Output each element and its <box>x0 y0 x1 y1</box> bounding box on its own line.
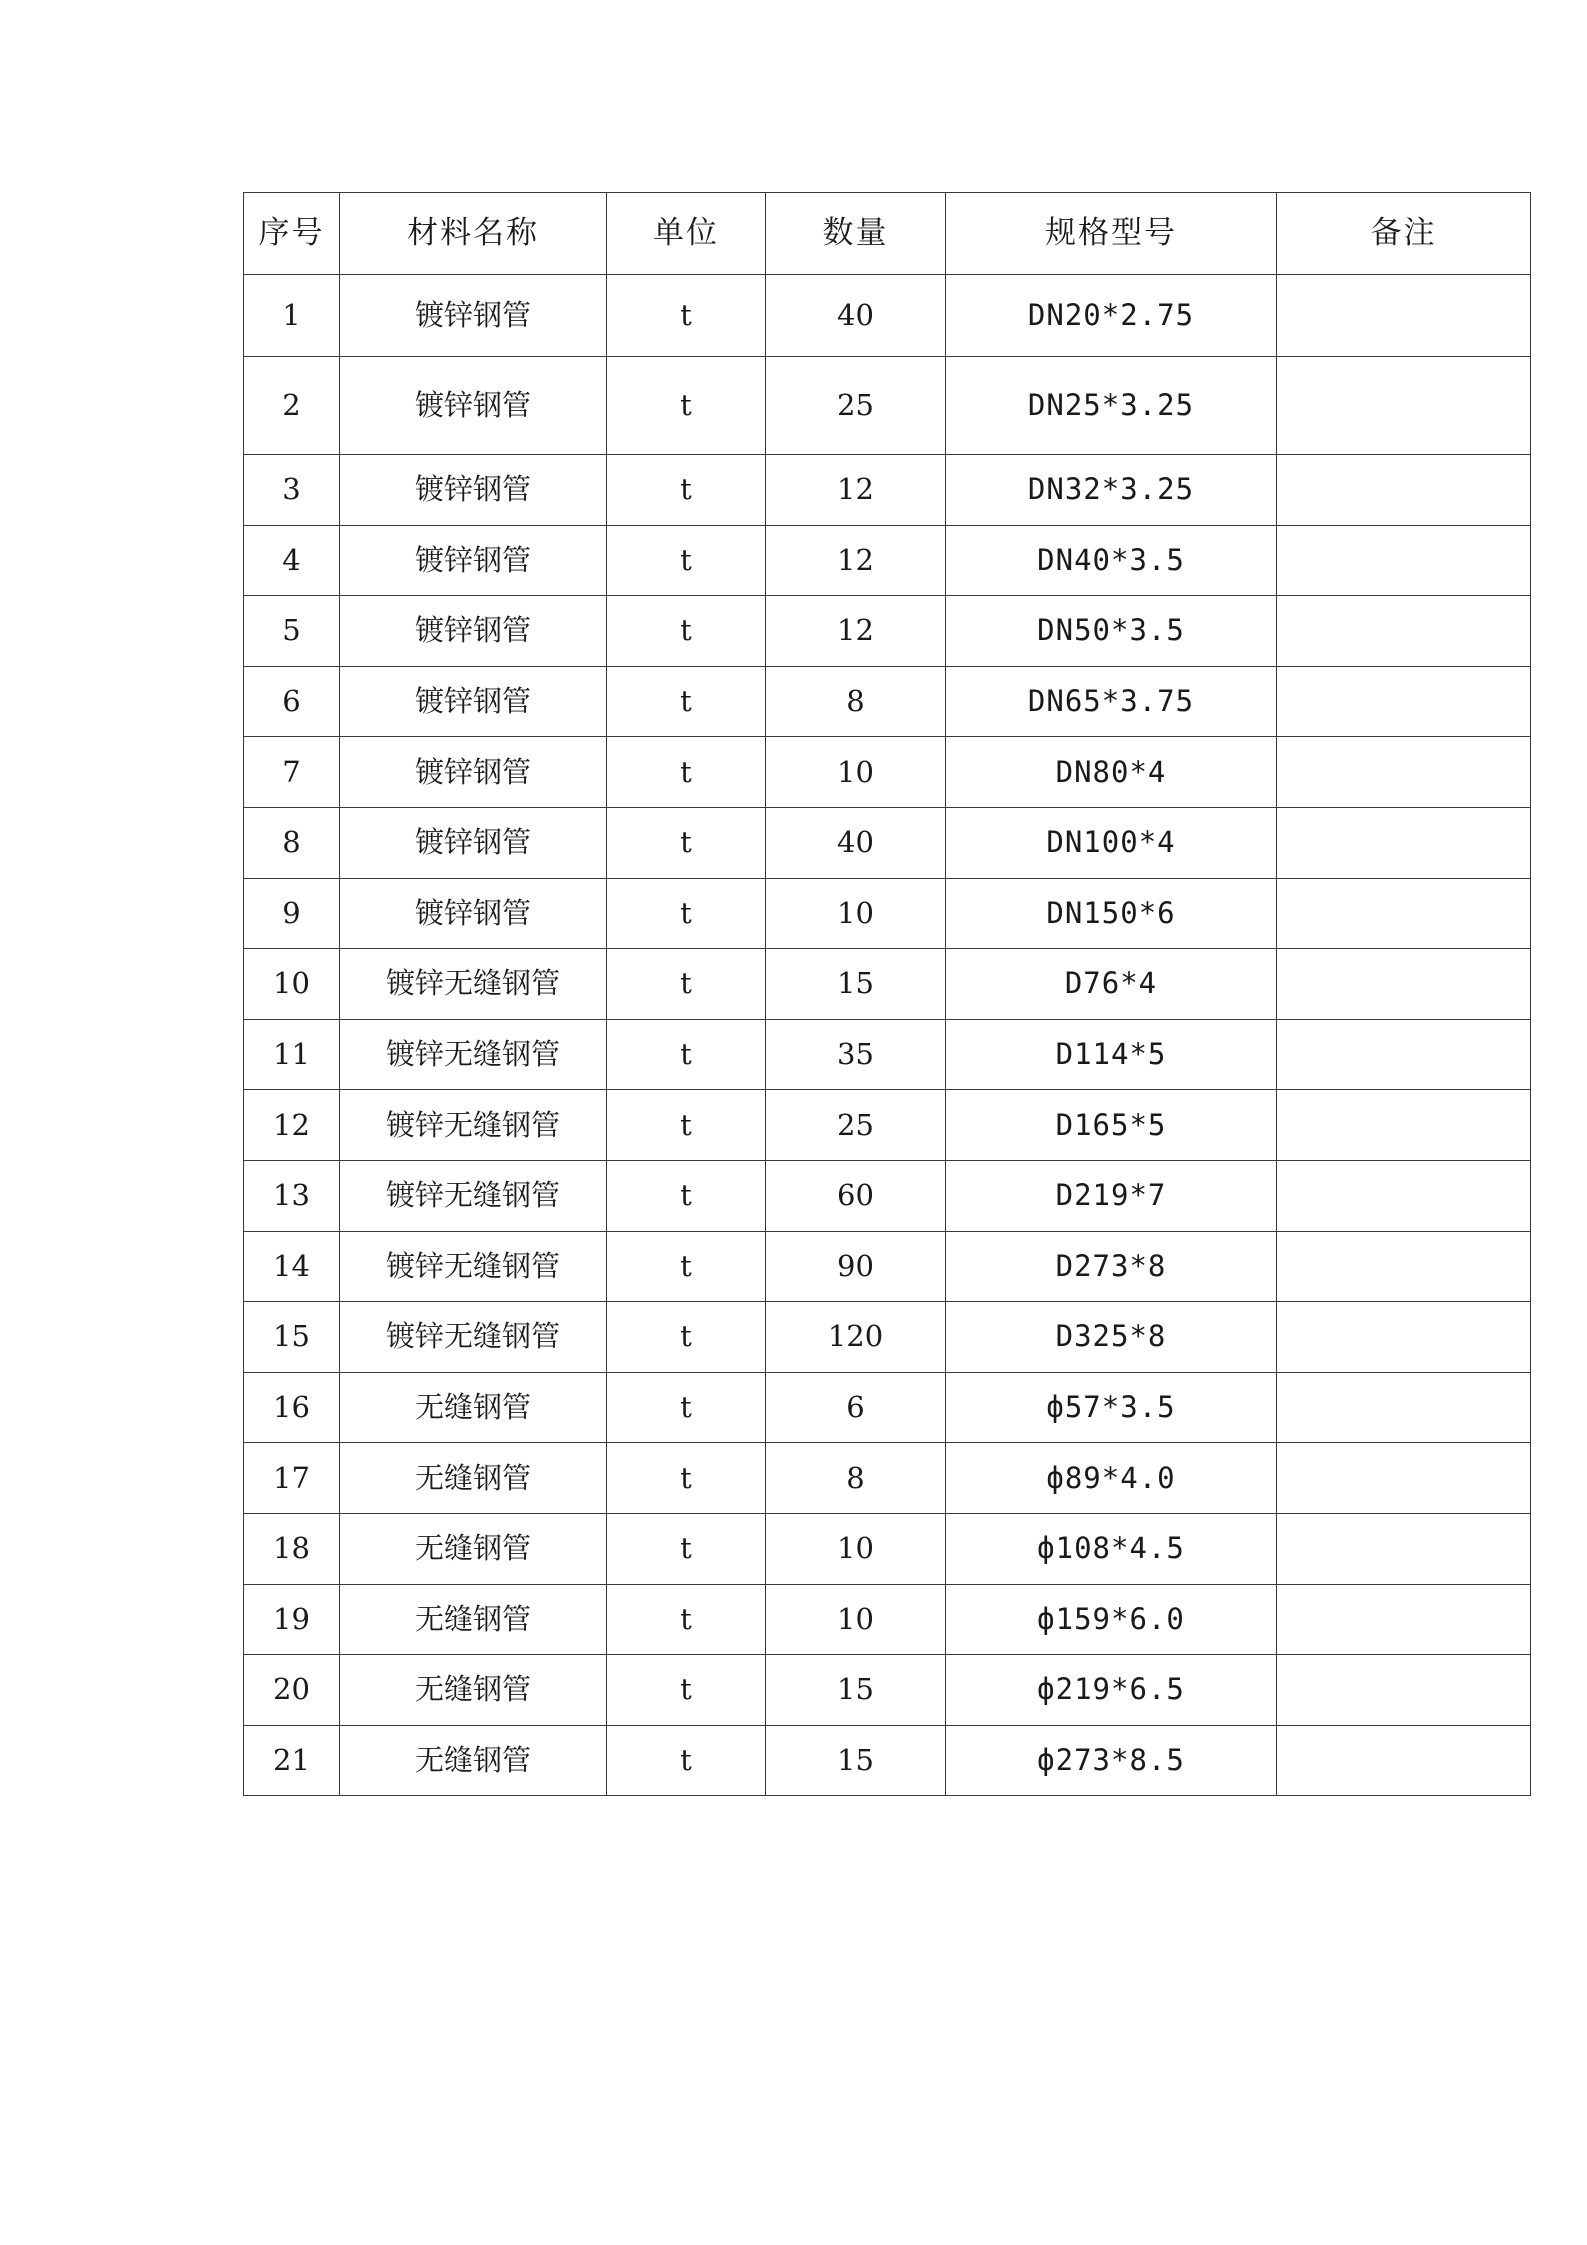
cell-note <box>1277 596 1531 667</box>
cell-quantity: 12 <box>766 455 946 526</box>
cell-spec: DN20*2.75 <box>946 275 1277 357</box>
cell-unit: t <box>607 455 766 526</box>
cell-no: 18 <box>244 1513 340 1584</box>
header-qty: 数量 <box>766 193 946 275</box>
cell-no: 5 <box>244 596 340 667</box>
table-row <box>244 1160 1531 1231</box>
cell-unit: t <box>607 666 766 737</box>
cell-spec: ф159*6.0 <box>946 1584 1277 1655</box>
cell-note <box>1277 737 1531 808</box>
table-body <box>244 275 1531 1796</box>
cell-quantity: 60 <box>766 1160 946 1231</box>
cell-material-name: 镀锌钢管 <box>340 596 607 667</box>
cell-spec: DN100*4 <box>946 807 1277 878</box>
cell-no: 9 <box>244 878 340 949</box>
cell-note <box>1277 1302 1531 1373</box>
table-row <box>244 357 1531 455</box>
cell-note <box>1277 275 1531 357</box>
cell-material-name: 镀锌无缝钢管 <box>340 1090 607 1161</box>
cell-quantity: 15 <box>766 1655 946 1726</box>
table-row <box>244 455 1531 526</box>
cell-no: 21 <box>244 1725 340 1796</box>
cell-material-name: 镀锌无缝钢管 <box>340 1019 607 1090</box>
cell-no: 3 <box>244 455 340 526</box>
cell-quantity: 10 <box>766 737 946 808</box>
cell-material-name: 镀锌无缝钢管 <box>340 1231 607 1302</box>
cell-note <box>1277 1019 1531 1090</box>
cell-quantity: 12 <box>766 596 946 667</box>
cell-unit: t <box>607 1372 766 1443</box>
cell-note <box>1277 357 1531 455</box>
cell-spec: ф89*4.0 <box>946 1443 1277 1514</box>
cell-note <box>1277 1584 1531 1655</box>
cell-no: 19 <box>244 1584 340 1655</box>
table-row <box>244 1231 1531 1302</box>
cell-material-name: 无缝钢管 <box>340 1443 607 1514</box>
cell-spec: DN150*6 <box>946 878 1277 949</box>
cell-unit: t <box>607 357 766 455</box>
header-no: 序号 <box>244 193 340 275</box>
cell-material-name: 镀锌钢管 <box>340 737 607 808</box>
cell-material-name: 无缝钢管 <box>340 1725 607 1796</box>
header-spec: 规格型号 <box>946 193 1277 275</box>
header-row <box>244 193 1531 275</box>
cell-no: 11 <box>244 1019 340 1090</box>
cell-spec: D114*5 <box>946 1019 1277 1090</box>
cell-material-name: 镀锌无缝钢管 <box>340 1160 607 1231</box>
cell-unit: t <box>607 807 766 878</box>
cell-spec: ф273*8.5 <box>946 1725 1277 1796</box>
cell-spec: D165*5 <box>946 1090 1277 1161</box>
cell-unit: t <box>607 1231 766 1302</box>
cell-unit: t <box>607 1655 766 1726</box>
cell-quantity: 8 <box>766 1443 946 1514</box>
cell-unit: t <box>607 949 766 1020</box>
cell-spec: D76*4 <box>946 949 1277 1020</box>
cell-note <box>1277 949 1531 1020</box>
cell-note <box>1277 455 1531 526</box>
table-row <box>244 1655 1531 1726</box>
table-row <box>244 525 1531 596</box>
table-row <box>244 737 1531 808</box>
cell-material-name: 镀锌钢管 <box>340 275 607 357</box>
cell-no: 1 <box>244 275 340 357</box>
cell-spec: DN40*3.5 <box>946 525 1277 596</box>
cell-no: 16 <box>244 1372 340 1443</box>
cell-material-name: 镀锌钢管 <box>340 357 607 455</box>
cell-no: 20 <box>244 1655 340 1726</box>
cell-note <box>1277 1725 1531 1796</box>
table-header <box>244 193 1531 275</box>
cell-quantity: 40 <box>766 275 946 357</box>
cell-quantity: 10 <box>766 1584 946 1655</box>
cell-note <box>1277 878 1531 949</box>
table-row <box>244 1019 1531 1090</box>
cell-unit: t <box>607 1302 766 1373</box>
cell-no: 2 <box>244 357 340 455</box>
table-row <box>244 596 1531 667</box>
cell-spec: D325*8 <box>946 1302 1277 1373</box>
cell-unit: t <box>607 1443 766 1514</box>
cell-spec: DN50*3.5 <box>946 596 1277 667</box>
cell-no: 8 <box>244 807 340 878</box>
cell-quantity: 6 <box>766 1372 946 1443</box>
header-note: 备注 <box>1277 193 1531 275</box>
cell-unit: t <box>607 275 766 357</box>
cell-material-name: 无缝钢管 <box>340 1513 607 1584</box>
cell-no: 6 <box>244 666 340 737</box>
cell-unit: t <box>607 1090 766 1161</box>
cell-no: 13 <box>244 1160 340 1231</box>
cell-no: 4 <box>244 525 340 596</box>
table-row <box>244 1725 1531 1796</box>
table-row <box>244 1302 1531 1373</box>
cell-note <box>1277 1372 1531 1443</box>
cell-quantity: 40 <box>766 807 946 878</box>
cell-material-name: 无缝钢管 <box>340 1372 607 1443</box>
cell-note <box>1277 1443 1531 1514</box>
cell-note <box>1277 525 1531 596</box>
cell-note <box>1277 1160 1531 1231</box>
cell-material-name: 无缝钢管 <box>340 1655 607 1726</box>
cell-unit: t <box>607 1160 766 1231</box>
table-row <box>244 666 1531 737</box>
cell-note <box>1277 1231 1531 1302</box>
cell-quantity: 35 <box>766 1019 946 1090</box>
table-row <box>244 1372 1531 1443</box>
table-row <box>244 1090 1531 1161</box>
header-unit: 单位 <box>607 193 766 275</box>
table-row <box>244 949 1531 1020</box>
table-row <box>244 878 1531 949</box>
cell-note <box>1277 1655 1531 1726</box>
cell-quantity: 10 <box>766 878 946 949</box>
cell-quantity: 15 <box>766 1725 946 1796</box>
cell-no: 7 <box>244 737 340 808</box>
cell-material-name: 镀锌钢管 <box>340 455 607 526</box>
cell-note <box>1277 666 1531 737</box>
cell-material-name: 无缝钢管 <box>340 1584 607 1655</box>
cell-unit: t <box>607 878 766 949</box>
cell-spec: DN80*4 <box>946 737 1277 808</box>
cell-spec: D219*7 <box>946 1160 1277 1231</box>
cell-spec: ф57*3.5 <box>946 1372 1277 1443</box>
table-row <box>244 807 1531 878</box>
cell-spec: DN25*3.25 <box>946 357 1277 455</box>
table-row <box>244 1584 1531 1655</box>
cell-unit: t <box>607 1019 766 1090</box>
cell-unit: t <box>607 1725 766 1796</box>
cell-spec: DN32*3.25 <box>946 455 1277 526</box>
table-row <box>244 1443 1531 1514</box>
cell-material-name: 镀锌钢管 <box>340 666 607 737</box>
cell-spec: D273*8 <box>946 1231 1277 1302</box>
cell-no: 15 <box>244 1302 340 1373</box>
cell-quantity: 90 <box>766 1231 946 1302</box>
cell-unit: t <box>607 737 766 808</box>
cell-material-name: 镀锌无缝钢管 <box>340 949 607 1020</box>
cell-material-name: 镀锌钢管 <box>340 878 607 949</box>
cell-material-name: 镀锌无缝钢管 <box>340 1302 607 1373</box>
cell-quantity: 25 <box>766 357 946 455</box>
cell-note <box>1277 807 1531 878</box>
cell-spec: ф219*6.5 <box>946 1655 1277 1726</box>
cell-spec: ф108*4.5 <box>946 1513 1277 1584</box>
table-row <box>244 1513 1531 1584</box>
cell-unit: t <box>607 525 766 596</box>
cell-quantity: 15 <box>766 949 946 1020</box>
cell-quantity: 25 <box>766 1090 946 1161</box>
cell-quantity: 12 <box>766 525 946 596</box>
cell-unit: t <box>607 1584 766 1655</box>
cell-unit: t <box>607 596 766 667</box>
cell-material-name: 镀锌钢管 <box>340 807 607 878</box>
materials-table <box>243 192 1531 1796</box>
cell-unit: t <box>607 1513 766 1584</box>
cell-quantity: 10 <box>766 1513 946 1584</box>
cell-no: 12 <box>244 1090 340 1161</box>
cell-no: 14 <box>244 1231 340 1302</box>
cell-no: 17 <box>244 1443 340 1514</box>
cell-quantity: 120 <box>766 1302 946 1373</box>
cell-note <box>1277 1090 1531 1161</box>
cell-no: 10 <box>244 949 340 1020</box>
cell-quantity: 8 <box>766 666 946 737</box>
header-name: 材料名称 <box>340 193 607 275</box>
cell-spec: DN65*3.75 <box>946 666 1277 737</box>
table-row <box>244 275 1531 357</box>
cell-material-name: 镀锌钢管 <box>340 525 607 596</box>
cell-note <box>1277 1513 1531 1584</box>
